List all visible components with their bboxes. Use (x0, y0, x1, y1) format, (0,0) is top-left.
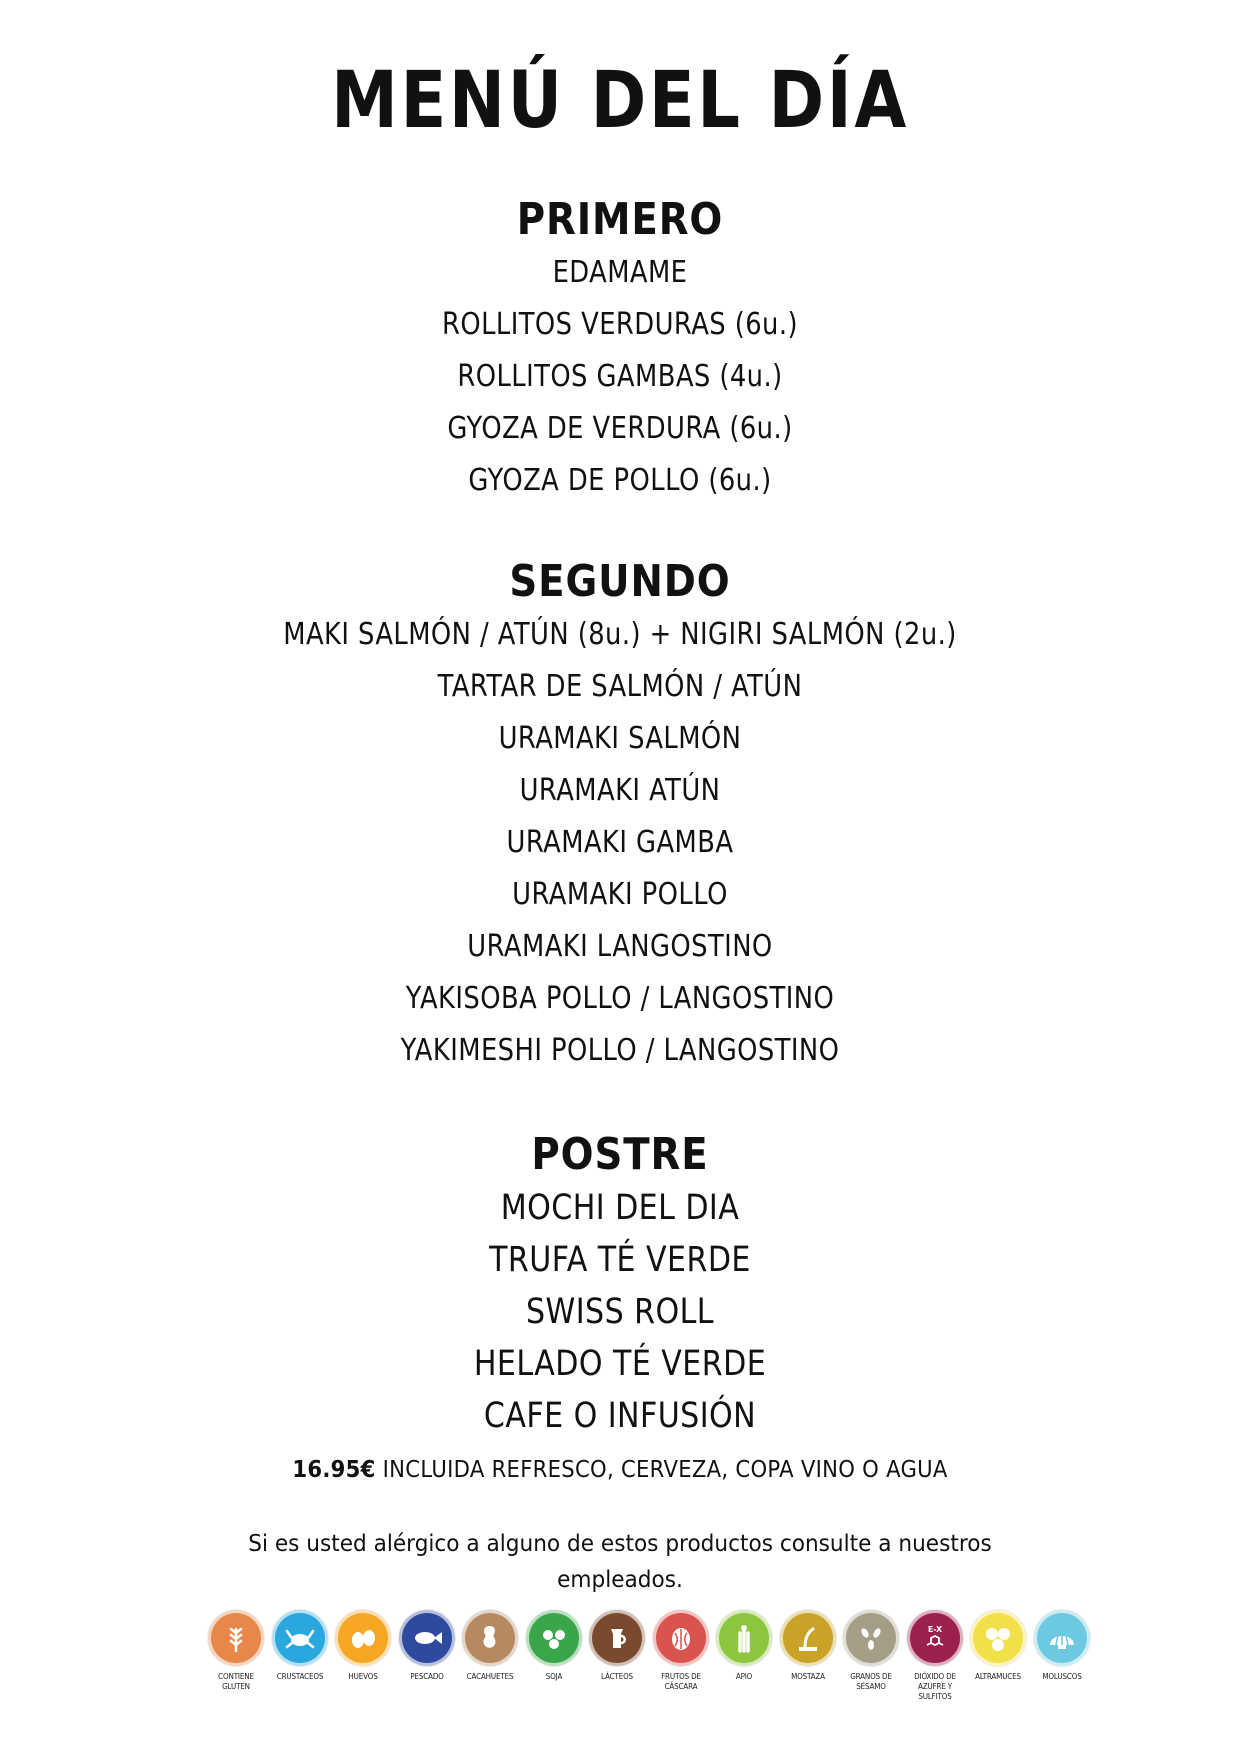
menu-item: HELADO TÉ VERDE (473, 1344, 767, 1384)
allergen-label: SOJA (545, 1672, 562, 1681)
allergen-crab (265, 1610, 335, 1682)
nut-icon (653, 1610, 709, 1666)
allergen-sesame (836, 1610, 906, 1692)
allergen-soy (519, 1610, 589, 1682)
allergen-lupin (963, 1610, 1033, 1682)
menu-item: SWISS ROLL (526, 1292, 714, 1332)
mustard-icon (780, 1610, 836, 1666)
menu-item: YAKISOBA POLLO / LANGOSTINO (405, 981, 835, 1016)
allergen-celery (709, 1610, 779, 1682)
menu-item: MOCHI DEL DIA (500, 1188, 740, 1228)
price-amount: 16.95€ (292, 1457, 376, 1483)
eggs-icon (335, 1610, 391, 1666)
section-postre (0, 1128, 1240, 1442)
allergen-label: PESCADO (409, 1672, 444, 1681)
crab-icon (272, 1610, 328, 1666)
allergen-label: CONTIENE GLUTEN (218, 1672, 254, 1691)
allergen-wheat (201, 1610, 271, 1692)
allergen-label: CACAHUETES (466, 1672, 514, 1681)
fish-icon (399, 1610, 455, 1666)
allergen-label: APIO (735, 1672, 753, 1681)
allergen-label: GRANOS DE SÉSAMO (850, 1672, 892, 1691)
menu-item: URAMAKI POLLO (512, 877, 728, 912)
allergen-label: LÁCTEOS (601, 1672, 633, 1681)
shell-icon (1034, 1610, 1090, 1666)
milk-jug-icon (589, 1610, 645, 1666)
menu-item: GYOZA DE POLLO (6u.) (468, 463, 772, 498)
section-heading: SEGUNDO (509, 556, 731, 607)
allergen-label: ALTRAMUCES (975, 1672, 1021, 1681)
section-heading: POSTRE (531, 1129, 709, 1180)
peanut-icon (462, 1610, 518, 1666)
allergen-label: CRUSTACEOS (276, 1672, 323, 1681)
menu-item: GYOZA DE VERDURA (6u.) (447, 411, 793, 446)
lupin-icon (970, 1610, 1026, 1666)
menu-item: TARTAR DE SALMÓN / ATÚN (437, 669, 803, 704)
page-title: MENÚ DEL DÍA (331, 56, 909, 146)
menu-item: URAMAKI ATÚN (519, 773, 721, 808)
section-heading: PRIMERO (516, 194, 724, 245)
celery-icon (716, 1610, 772, 1666)
menu-item: MAKI SALMÓN / ATÚN (8u.) + NIGIRI SALMÓN (2u.) (283, 617, 957, 652)
svg-text:E-X: E-X (927, 1625, 942, 1634)
allergen-label: MOSTAZA (790, 1672, 825, 1681)
menu-item: URAMAKI GAMBA (506, 825, 734, 860)
menu-item: EDAMAME (552, 255, 688, 290)
sesame-icon (843, 1610, 899, 1666)
allergen-eggs (328, 1610, 398, 1682)
allergen-label: MOLUSCOS (1041, 1672, 1082, 1681)
allergen-shell (1027, 1610, 1097, 1682)
menu-item: TRUFA TÉ VERDE (489, 1240, 751, 1280)
menu-item: ROLLITOS GAMBAS (4u.) (457, 359, 783, 394)
allergen-fish (392, 1610, 462, 1682)
allergen-legend (208, 1610, 1098, 1710)
soy-icon (526, 1610, 582, 1666)
menu-item: ROLLITOS VERDURAS (6u.) (442, 307, 798, 342)
allergen-label: DIÓXIDO DE AZUFRE Y SULFITOS (913, 1672, 956, 1701)
section-primero (0, 193, 1240, 507)
allergen-milk-jug (582, 1610, 652, 1682)
price-includes: INCLUIDA REFRESCO, CERVEZA, COPA VINO O AGUA (382, 1457, 948, 1483)
allergen-sulphite-molecule (900, 1610, 970, 1702)
menu-item: YAKIMESHI POLLO / LANGOSTINO (400, 1033, 840, 1068)
section-segundo (0, 555, 1240, 1077)
allergen-mustard (773, 1610, 843, 1682)
menu-item: CAFE O INFUSIÓN (483, 1396, 757, 1436)
sulphite-molecule-icon (907, 1610, 963, 1666)
wheat-icon (208, 1610, 264, 1666)
menu-item: URAMAKI SALMÓN (498, 721, 742, 756)
allergy-note: Si es usted alérgico a alguno de estos productos consulte a nuestros empleados. (248, 1531, 992, 1593)
allergen-peanut (455, 1610, 525, 1682)
menu-item: URAMAKI LANGOSTINO (467, 929, 773, 964)
allergen-label: FRUTOS DE CÁSCARA (660, 1672, 701, 1691)
allergen-nut (646, 1610, 716, 1692)
price-line (50, 1457, 1191, 1483)
allergen-label: HUEVOS (348, 1672, 378, 1681)
